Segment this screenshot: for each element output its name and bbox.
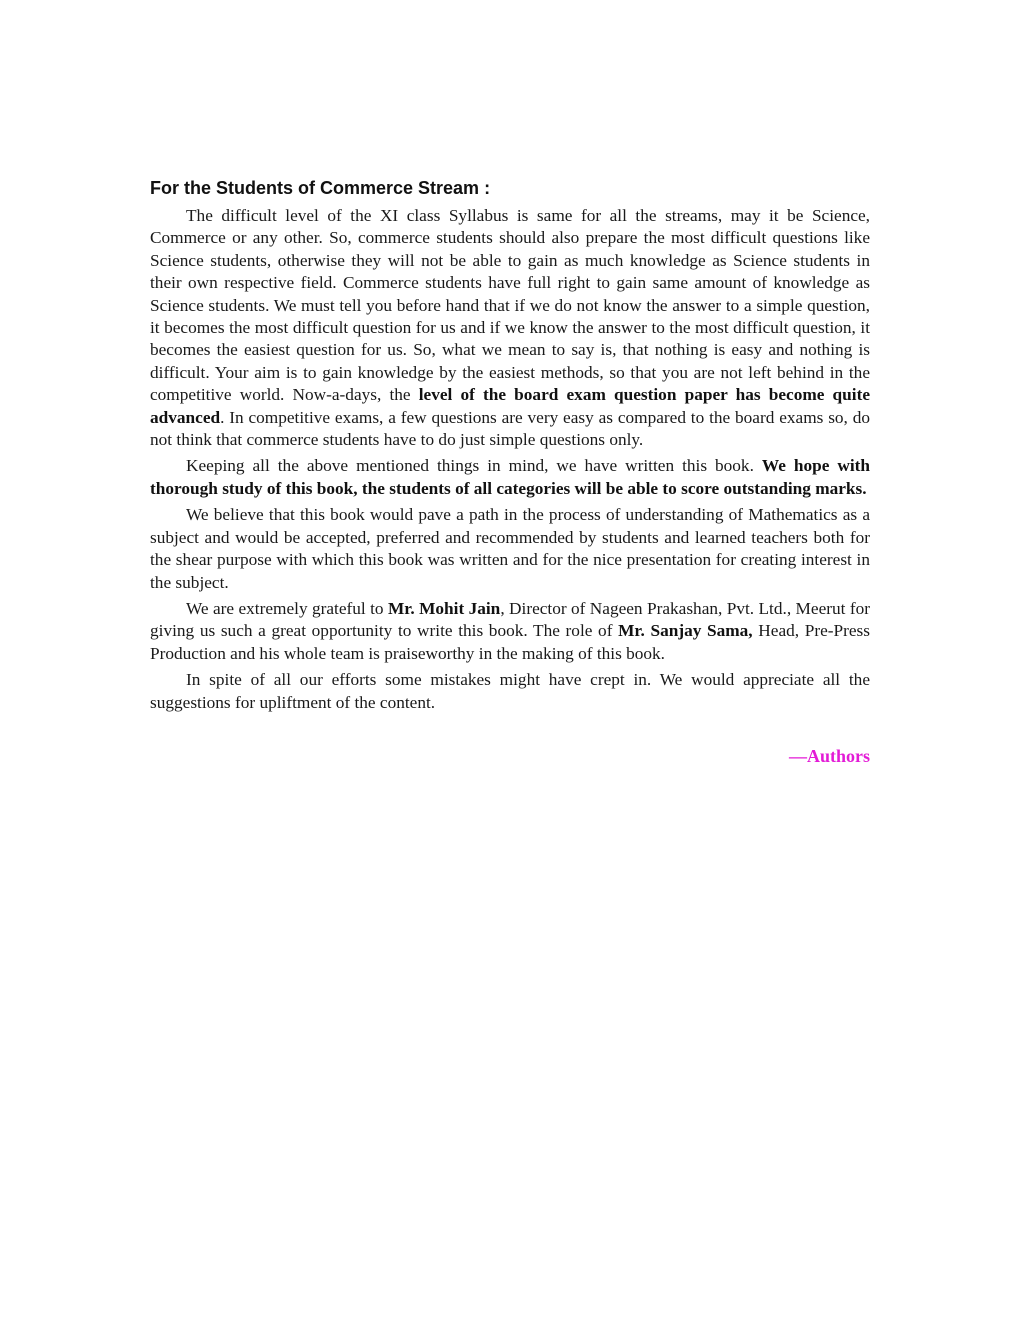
director-name: Mr. Mohit Jain <box>387 598 501 618</box>
paragraph-book-purpose <box>150 455 870 500</box>
paragraph-difficulty-level <box>150 205 870 451</box>
paragraph-acknowledgement <box>150 598 870 665</box>
authors-signature: —Authors <box>788 745 870 766</box>
paragraph-text: In spite of all our efforts some mistakes might have crept in. We would appreciate all the suggestions for upliftment of the content. <box>150 670 870 712</box>
paragraph-text: , Director of Nageen Prakashan, Pvt. Ltd., Meerut for giving us such a great opportunity to write this book. The role of <box>150 598 870 641</box>
document-page <box>150 176 870 768</box>
paragraph-text: . In competitive exams, a few questions are very easy as compared to the board exams so, do not think that commerce students have to do just simple questions only. <box>150 407 870 450</box>
paragraph-text: Head, Pre-Press Production and his whole team is praiseworthy in the making of this book. <box>150 621 870 663</box>
paragraph-text: The difficult level of the XI class Syllabus is same for all the streams, may it be Science, Commerce or any other. So, commerce students should also prepare the most difficult questions like Science students, otherwise they will not be able to gain as much knowledge as Science students in their own respective field. Commerce students have full right to gain same amount of knowledge as Science students. We must tell you before hand that if we do not know the answer to a simple question, it becomes the most difficult question for us and if we know the answer to the most difficult question, it becomes the easiest question for us. So, what we mean to say is, that nothing is easy and nothing is difficult. Your aim is to gain knowledge by the easiest methods, so that you are not left behind in the competitive world. Now-a-days, the <box>150 206 870 405</box>
paragraph-text: We are extremely grateful to <box>186 598 388 618</box>
paragraph-suggestions <box>150 669 870 714</box>
paragraph-text: We believe that this book would pave a path in the process of understanding of Mathematics as a subject and would be accepted, preferred and recommended by students and learned teachers both for the shear purpose with which this book was written and for the nice presentation for creating interest in the subject. <box>150 505 870 592</box>
prepress-head-name: Mr. Sanjay Sama, <box>618 621 753 641</box>
paragraph-bold-text: level of the board exam question paper has become quite advanced <box>150 385 870 427</box>
paragraph-belief <box>150 504 870 594</box>
paragraph-text: Keeping all the above mentioned things in mind, we have written this book. <box>186 456 762 476</box>
paragraph-bold-text: We hope with thorough study of this book, the students of all categories will be able to score outstanding marks. <box>150 456 870 498</box>
section-heading: For the Students of Commerce Stream : <box>150 178 491 198</box>
